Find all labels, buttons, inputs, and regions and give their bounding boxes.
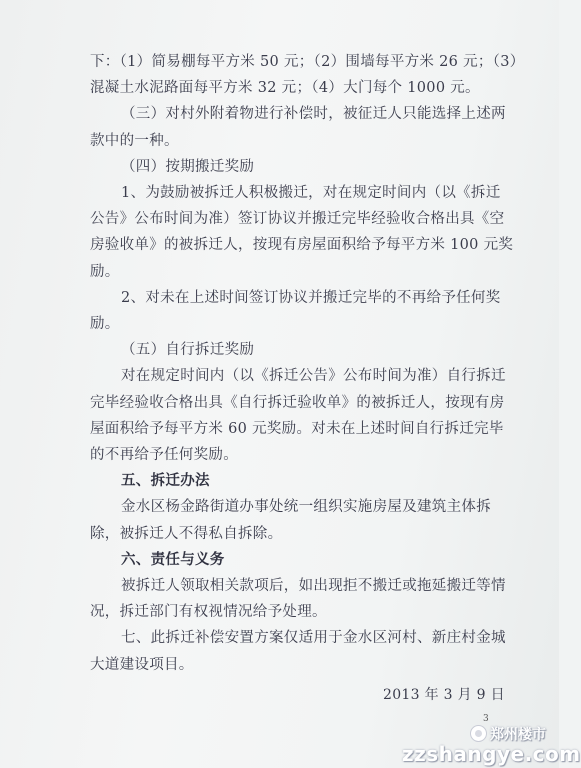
section-title: 五、拆迁办法 <box>121 473 210 490</box>
text-line: 除，被拆迁人不得私自拆除。 <box>90 525 283 542</box>
text-line: 完毕经验收合格出具《自行拆迁验收单》的被拆迁人，按现有房 <box>90 394 505 411</box>
text-line: 款中的一种。 <box>90 132 179 149</box>
section-heading: （五）自行拆迁奖励 <box>121 342 255 359</box>
document-date: 2013 年 3 月 9 日 <box>383 686 505 703</box>
watermark-url: zzshangye.com <box>402 742 581 766</box>
text-line: 房验收单》的被拆迁人，按现有房屋面积给予每平方米 100 元奖 <box>90 237 514 254</box>
text-line: 混凝土水泥路面每平方米 32 元；（4）大门每个 1000 元。 <box>90 80 480 97</box>
text-line: 2、对未在上述时间签订协议并搬迁完毕的不再给予任何奖 <box>121 289 501 306</box>
text-line: （三）对村外附着物进行补偿时，被征迁人只能选择上述两 <box>121 106 506 123</box>
text-line: 金水区杨金路街道办事处统一组织实施房屋及建筑主体拆 <box>121 499 491 516</box>
text-line: 励。 <box>90 316 120 332</box>
text-line: 大道建设项目。 <box>90 656 194 673</box>
text-line: 的不再给予任何奖励。 <box>90 447 238 463</box>
text-line: 对在规定时间内（以《拆迁公告》公布时间为准）自行拆迁 <box>121 368 506 385</box>
watermark-logo-icon <box>470 725 487 742</box>
section-heading: （四）按期搬迁奖励 <box>121 158 255 175</box>
text-line: 被拆迁人领取相关款项后，如出现拒不搬迁或拖延搬迁等情 <box>121 578 506 594</box>
page-number: 3 <box>483 714 489 724</box>
text-line: 屋面积给予每平方米 60 元奖励。对未在上述时间自行拆迁完毕 <box>90 420 504 437</box>
text-line: 下：（1）简易棚每平方米 50 元；（2）围墙每平方米 26 元；（3） <box>90 54 525 70</box>
text-line: 励。 <box>90 263 120 280</box>
text-line: 况，拆迁部门有权视情况给予处理。 <box>90 604 327 621</box>
text-line: 七、此拆迁补偿安置方案仅适用于金水区河村、新庄村金城 <box>121 630 506 647</box>
section-title: 六、责任与义务 <box>121 551 225 568</box>
text-line: 1、为鼓励被拆迁人积极搬迁，对在规定时间内（以《拆迁 <box>121 185 501 201</box>
watermark-name: 郑州楼市 <box>490 727 546 743</box>
watermark <box>396 723 581 766</box>
text-line: 公告》公布时间为准）签订协议并搬迁完毕经验收合格出具《空 <box>90 211 505 228</box>
